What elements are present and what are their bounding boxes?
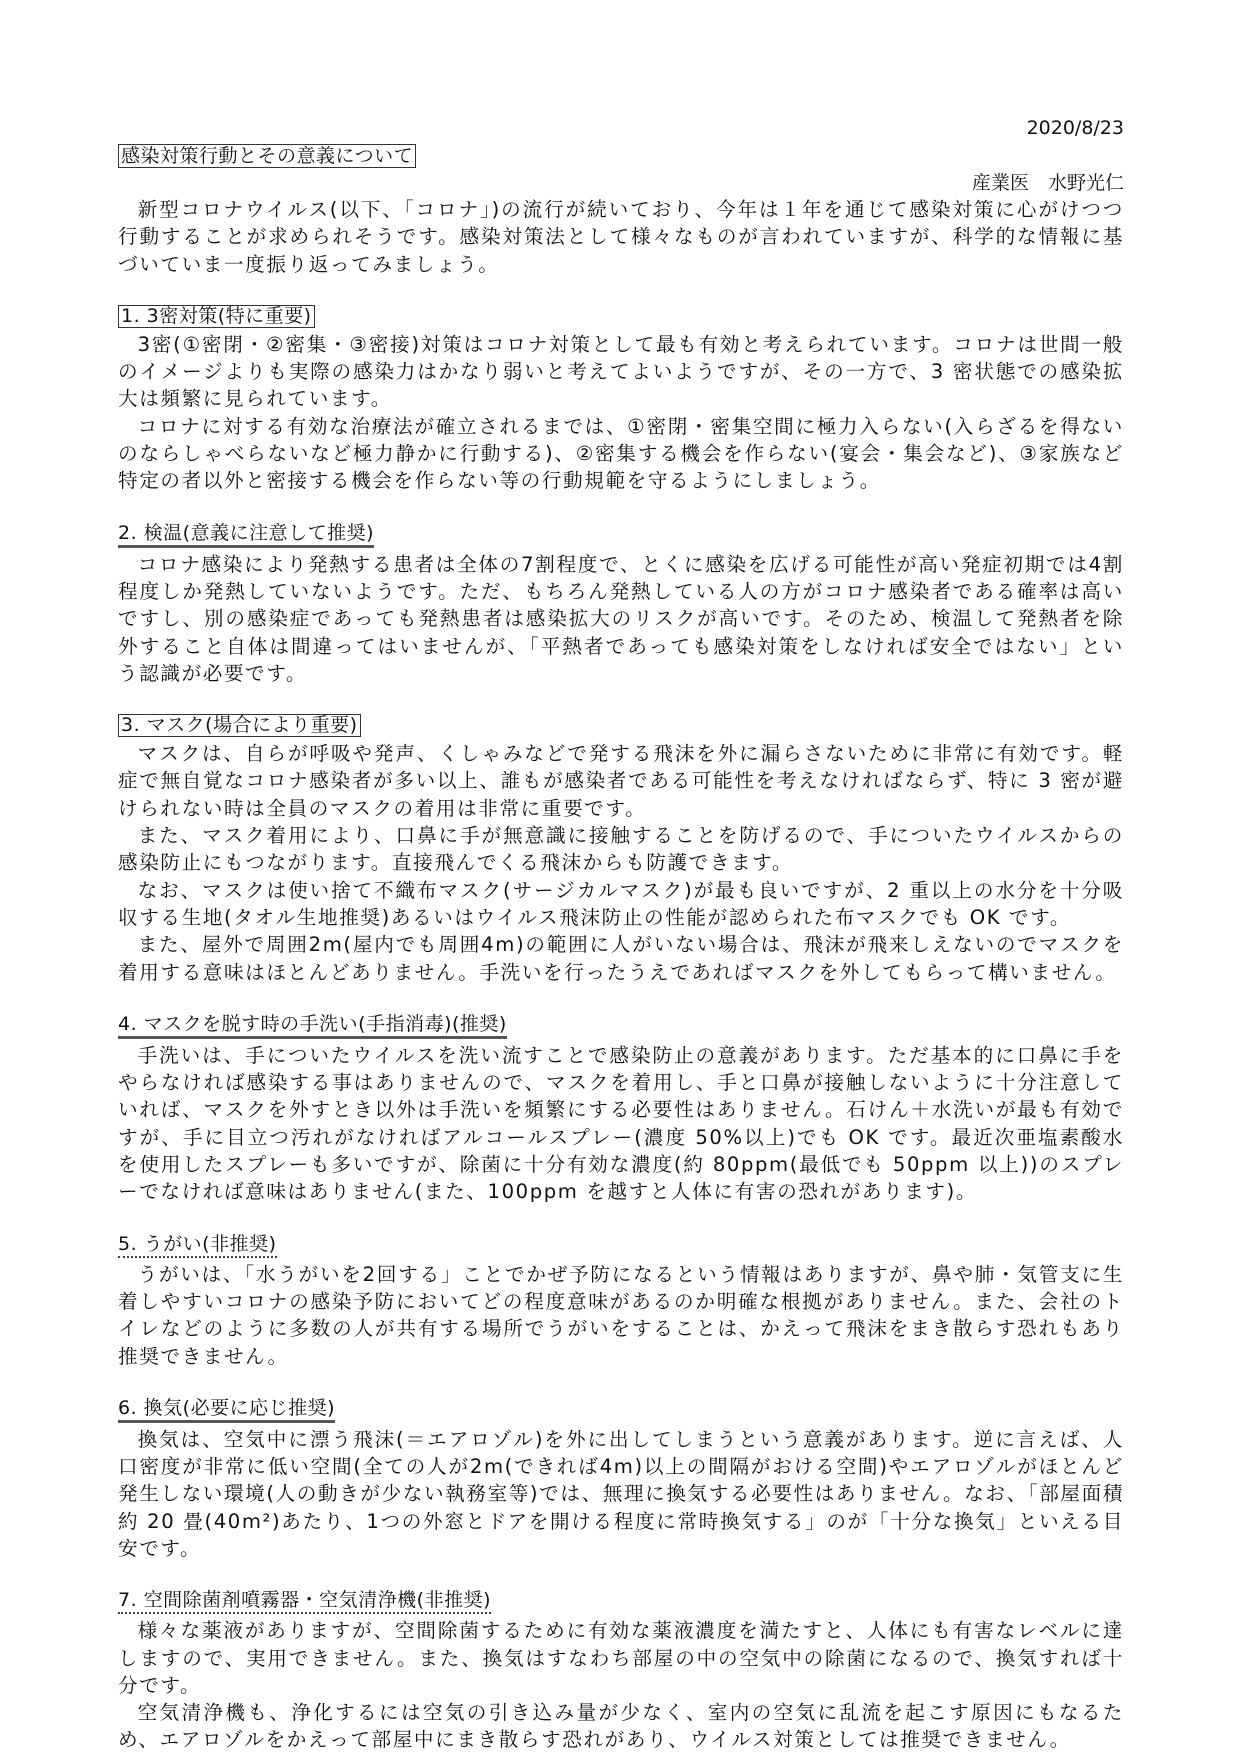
section-heading-text: 3. マスク(場合により重要) [118,714,361,737]
section-heading-text: 5. うがい(非推奨) [118,1233,277,1258]
section-paragraph: うがいは、「水うがいを2回する」ことでかぜ予防になるという情報はありますが、鼻や肺・気管支に生着しやすいコロナの感染予防においてどの程度意味があるのか明確な根拠がありません。また、会社のトイレなどのように多数の人が共有する場所でうがいをすることは、かえって飛沫をまき散らす恐れもあり推奨できません。 [118,1262,1124,1368]
section-paragraph: 空気清浄機も、浄化するには空気の引き込み量が少なく、室内の空気に乱流を起こす原因にもなるため、エアロゾルをかえって部屋中にまき散らす恐れがあり、ウイルス対策としては推奨できません。 [118,1701,1124,1752]
section-heading [118,1233,1124,1258]
document-title-row [118,144,1124,169]
section-paragraph: また、屋外で周囲2m(屋内でも周囲4m)の範囲に人がいない場合は、飛沫が飛来しえないのでマスクを着用する意味はほとんどありません。手洗いを行ったうえであればマスクを外してもらって構いません。 [118,933,1124,984]
section-5 [118,1233,1124,1370]
section-heading-text: 7. 空間除菌剤噴霧器・空気清浄機(非推奨) [118,1589,491,1614]
section-heading [118,1397,1124,1423]
section-paragraph: また、マスク着用により、口鼻に手が無意識に接触することを防げるので、手についたウイルスからの感染防止にもつながります。直接飛んでくる飛沫からも防護できます。 [118,824,1124,875]
section-paragraph: 様々な薬液がありますが、空間除菌するために有効な薬液濃度を満たすと、人体にも有害なレベルに達しますので、実用できません。また、換気はすなわち部屋の中の空気中の除菌になるので、換気すれば十分です。 [118,1619,1124,1697]
section-heading-text: 6. 換気(必要に応じ推奨) [118,1397,335,1423]
section-heading-text: 1. 3密対策(特に重要) [118,305,315,328]
document-author: 産業医 水野光仁 [971,172,1124,194]
document-title: 感染対策行動とその意義について [118,144,416,168]
section-heading [118,1013,1124,1039]
section-2 [118,522,1124,687]
section-4 [118,1013,1124,1206]
section-heading [118,305,1124,328]
section-heading [118,522,1124,548]
section-paragraph: コロナに対する有効な治療法が確立されるまでは、①密閉・密集空間に極力入らない(入らざるを得ないのならしゃべらないなど極力静かに行動する)、②密集する機会を作らない(宴会・集会など)、③家族など特定の者以外と密接する機会を作らない等の行動規範を守るようにしましょう。 [118,414,1124,493]
section-6 [118,1397,1124,1562]
document-page [118,116,1124,1754]
section-heading [118,1589,1124,1614]
section-paragraph: マスクは、自らが呼吸や発声、くしゃみなどで発する飛沫を外に漏らさないために非常に有効です。軽症で無自覚なコロナ感染者が多い以上、誰もが感染者である可能性を考えなければならず、特に 3 密が避けられない時は全員のマスクの着用は非常に重要です。 [118,742,1124,820]
section-paragraph: 3密(①密閉・②密集・③密接)対策はコロナ対策として最も有効と考えられています。コロナは世間一般のイメージよりも実際の感染力はかなり弱いと考えてよいようですが、その一方で、3 密状態での感染拡大は頻繁に見られています。 [118,332,1124,411]
section-paragraph: なお、マスクは使い捨て不織布マスク(サージカルマスク)が最も良いですが、2 重以上の水分を十分吸収する生地(タオル生地推奨)あるいはウイルス飛沫防止の性能が認められた布マスクでも OK です。 [118,878,1124,929]
document-date: 2020/8/23 [1026,117,1124,139]
section-paragraph: 換気は、空気中に漂う飛沫(＝エアロゾル)を外に出してしまうという意義があります。逆に言えば、人口密度が非常に低い空間(全ての人が2m(できれば4m)以上の間隔がおける空間)やエアロゾルがほとんど発生しない環境(人の動きが少ない執務室等)では、無理に換気する必要性はありません。なお、「部屋面積約 20 畳(40m²)あたり、1つの外窓とドアを開ける程度に常時換気する」のが「十分な換気」といえる目安です。 [118,1427,1124,1560]
section-paragraph: コロナ感染により発熱する患者は全体の7割程度で、とくに感染を広げる可能性が高い発症初期では4割程度しか発熱していないようです。ただ、もちろん発熱している人の方がコロナ感染者である確率は高いですし、別の感染症であっても発熱患者は感染拡大のリスクが高いです。そのため、検温して発熱者を除外すること自体は間違ってはいませんが、「平熱者であっても感染対策をしなければ安全ではない」という認識が必要です。 [118,552,1124,685]
intro-paragraph: 新型コロナウイルス(以下、「コロナ」)の流行が続いており、今年は１年を通じて感染対策に心がけつつ行動することが求められそうです。感染対策法として様々なものが言われていますが、科学的な情報に基づいていま一度振り返ってみましょう。 [118,198,1124,276]
intro [118,196,1124,278]
section-heading [118,714,1124,737]
section-1 [118,305,1124,495]
section-3 [118,714,1124,986]
section-heading-text: 4. マスクを脱す時の手洗い(手指消毒)(推奨) [118,1013,507,1039]
section-paragraph: 手洗いは、手についたウイルスを洗い流すことで感染防止の意義があります。ただ基本的に口鼻に手をやらなければ感染する事はありませんので、マスクを着用し、手と口鼻が接触しないように十分注意していれば、マスクを外すとき以外は手洗いを頻繁にする必要性はありません。石けん＋水洗いが最も有効ですが、手に目立つ汚れがなければアルコールスプレー(濃度 50%以上)でも OK です。最近次亜塩素酸水を使用したスプレーも多いですが、除菌に十分有効な濃度(約 80ppm(最低でも 50ppm 以上))のスプレーでなければ意味はありません(また、100ppm を越すと人体に有害の恐れがあります)。 [118,1043,1124,1204]
section-heading-text: 2. 検温(意義に注意して推奨) [118,522,374,548]
section-7 [118,1589,1124,1753]
